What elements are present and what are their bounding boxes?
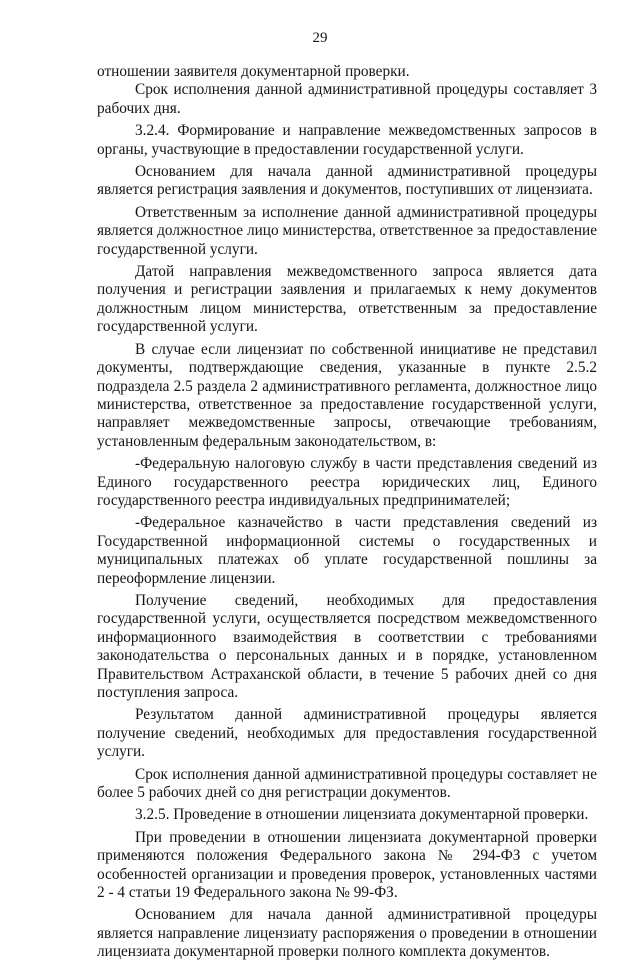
paragraph: Срок исполнения данной административной процедуры составляет не более 5 рабочих дней со дня регистрации документов. xyxy=(97,765,597,802)
paragraph: Основанием для начала данной административной процедуры является регистрация заявления и документов, поступивших от лицензиата. xyxy=(97,163,597,199)
document-body xyxy=(97,63,597,962)
paragraph: Основанием для начала данной административной процедуры является направление лицензиату распоряжения о проведении в отношении лицензиата документарной проверки полного комплекта документов. xyxy=(97,906,597,961)
list-item: -Федеральную налоговую службу в части представления сведений из Единого государственного реестра юридических лиц, Единого государственного реестра индивидуальных предпринимателей; xyxy=(97,455,597,509)
paragraph: В случае если лицензиат по собственной инициативе не представил документы, подтверждающие сведения, указанные в пункте 2.5.2 подраздела 2.5 раздела 2 административного регламента, должностное лицо министерства, ответственное за предоставление государственной услуги, направляет межведомственные запросы, отвечающие требованиям, установленным федеральным законодательством, в: xyxy=(97,340,597,450)
paragraph: Результатом данной административной процедуры является получение сведений, необходимых для предоставления государственной услуги. xyxy=(97,706,597,761)
page-number: 29 xyxy=(312,30,328,46)
paragraph-section-3-2-5: 3.2.5. Проведение в отношении лицензиата документарной проверки. xyxy=(135,806,589,824)
paragraph-section-3-2-4: 3.2.4. Формирование и направление межведомственных запросов в органы, участвующие в предоставлении государственной услуги. xyxy=(97,122,597,158)
paragraph: Датой направления межведомственного запроса является дата получения и регистрации заявления и прилагаемых к нему документов должностным лицом министерства, ответственным за предоставление государственной услуги. xyxy=(97,263,597,336)
paragraph: Получение сведений, необходимых для предоставления государственной услуги, осуществляется посредством межведомственного информационного взаимодействия в соответствии с требованиями законодательства о персональных данных и в порядке, установленном Правительством Астраханской области, в течение 5 рабочих дней со дня поступления запроса. xyxy=(97,591,597,701)
list-item: -Федеральное казначейство в части представления сведений из Государственной информационной системы о государственных и муниципальных платежах об уплате государственной пошлины за переоформление лицензии. xyxy=(97,514,597,587)
paragraph: Срок исполнения данной административной процедуры составляет 3 рабочих дня. xyxy=(97,81,597,117)
paragraph: Ответственным за исполнение данной административной процедуры является должностное лицо министерства, ответственное за предоставление государственной услуги. xyxy=(97,203,597,258)
paragraph-continuation: отношении заявителя документарной проверки. xyxy=(97,63,410,80)
paragraph: При проведении в отношении лицензиата документарной проверки применяются положения Федерального закона № 294-ФЗ с учетом особенностей организации и проведения проверок, установленных частями 2 - 4 статьи 19 Федерального закона № 99-ФЗ. xyxy=(97,828,597,902)
